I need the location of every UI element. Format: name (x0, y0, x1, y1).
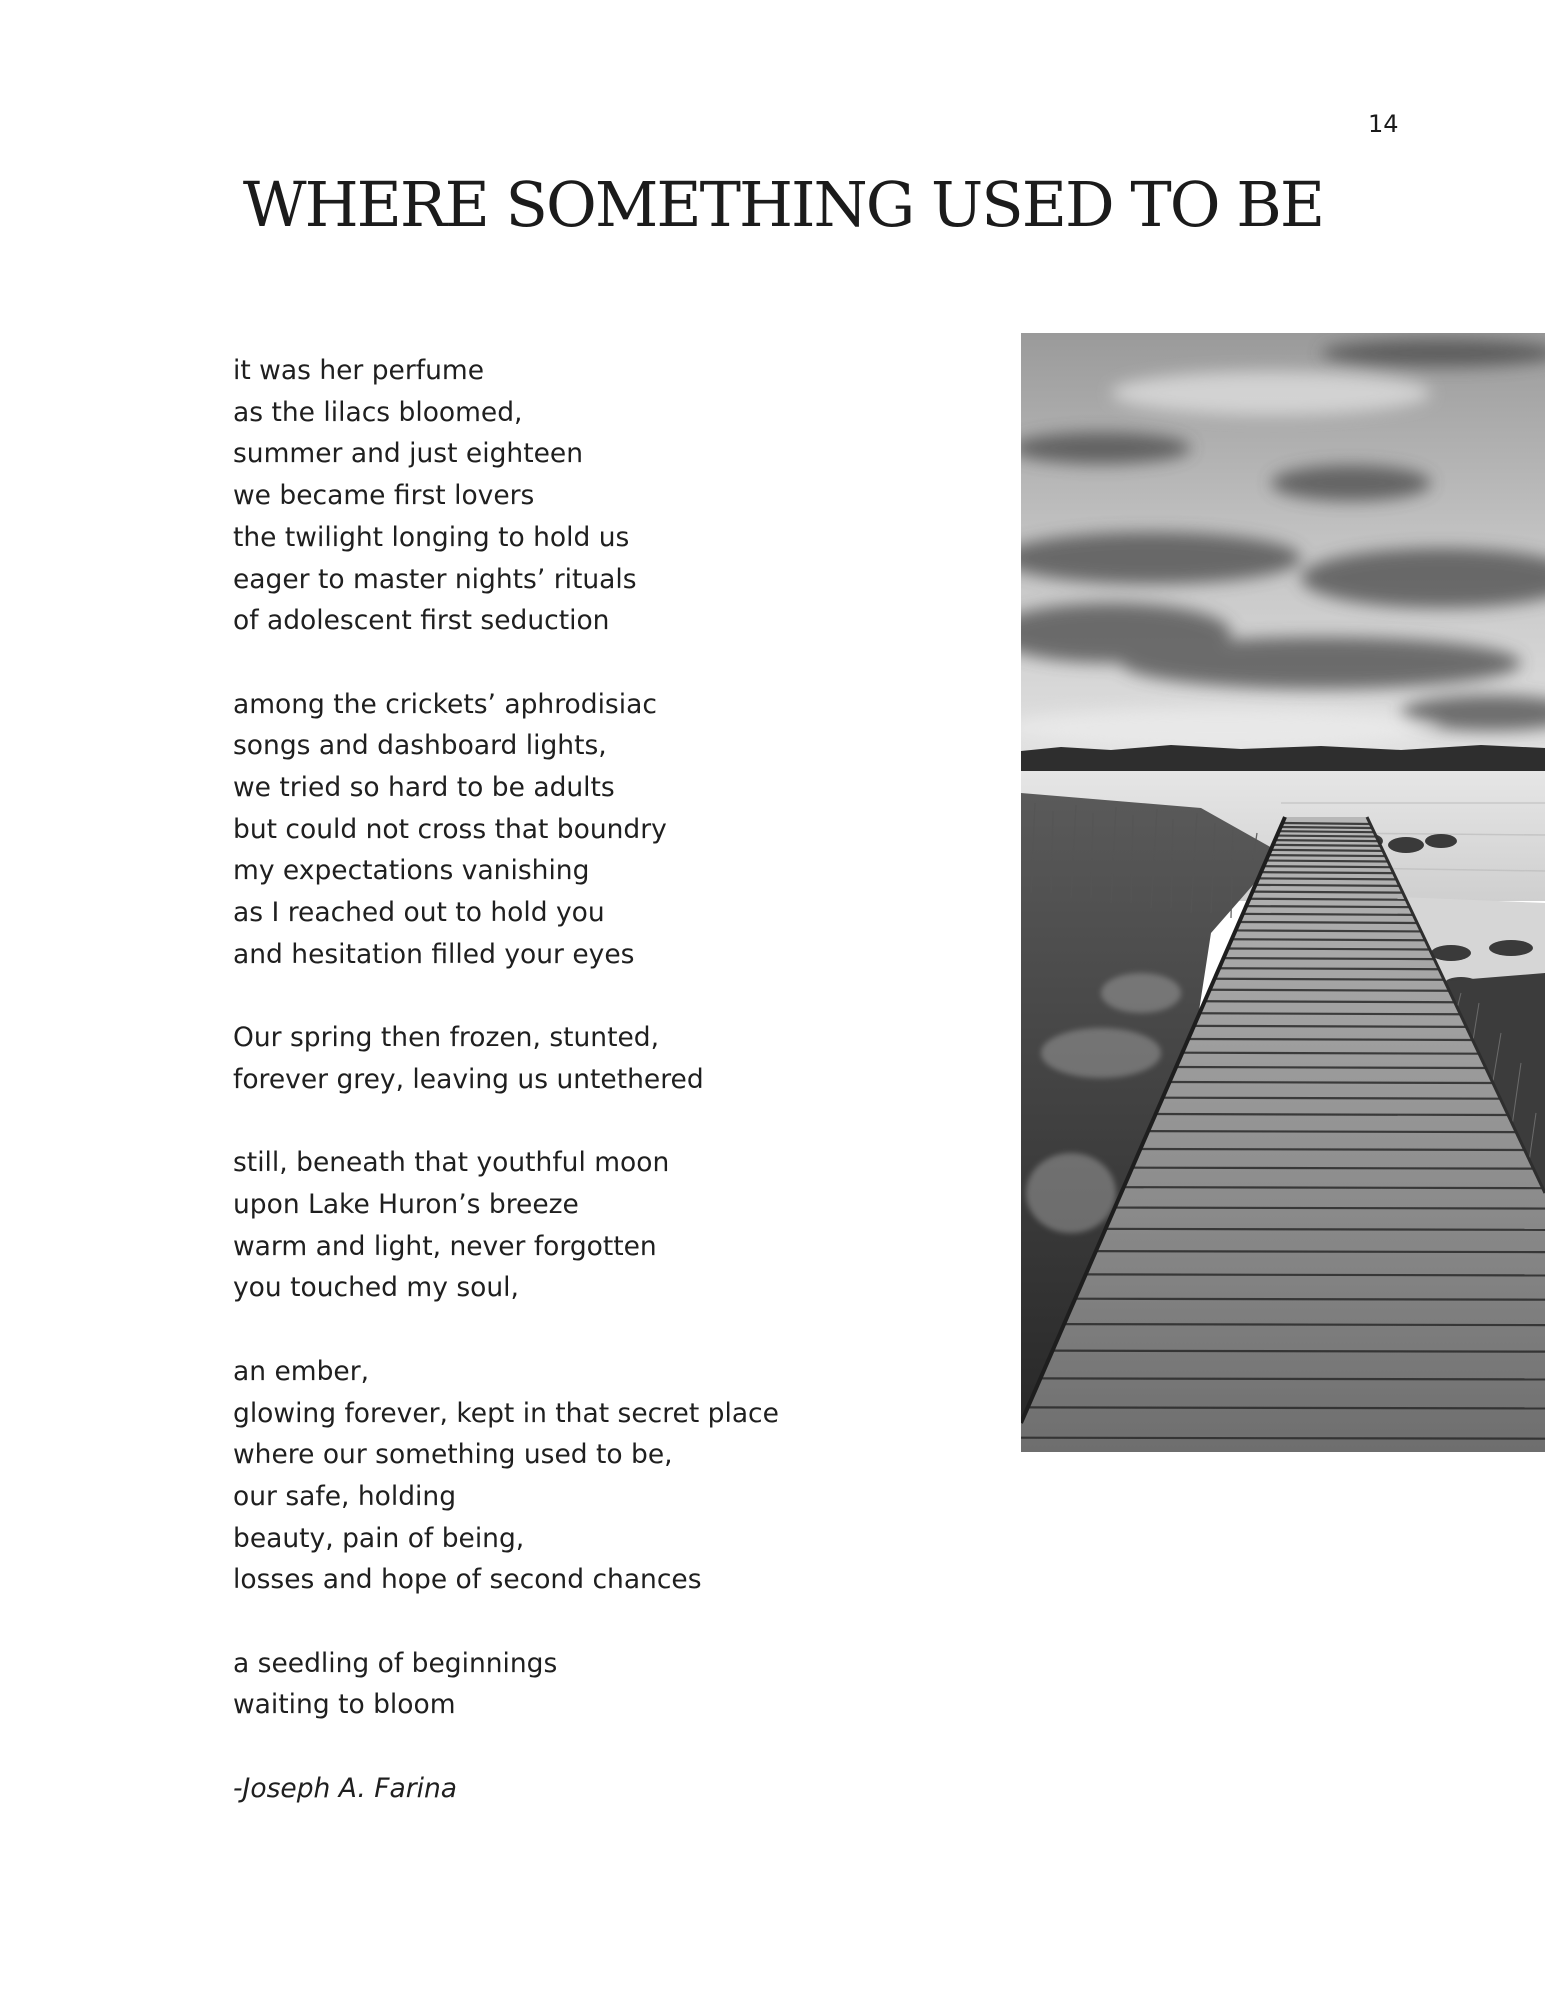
poem-line: beauty, pain of being, (233, 1522, 525, 1554)
boardwalk-plank-line (1096, 1251, 1545, 1252)
poem-line: as I reached out to hold you (233, 897, 605, 929)
boardwalk-plank-line (1273, 845, 1380, 846)
boardwalk-plank-line (1236, 930, 1421, 931)
poem-line: it was her perfume (233, 355, 484, 386)
boardwalk-plank-line (1205, 1001, 1455, 1002)
boardwalk-plank-line (1281, 827, 1372, 828)
poem-line: upon Lake Huron’s breeze (233, 1189, 579, 1221)
poem-stanza (233, 684, 993, 976)
boardwalk-plank-line (1148, 1131, 1516, 1132)
page-number: 14 (1368, 110, 1399, 138)
poem-line: summer and just eighteen (233, 438, 583, 470)
poem-stanza (233, 1142, 993, 1309)
boardwalk-plank-line (1219, 968, 1438, 969)
boardwalk-plank-line (1064, 1324, 1545, 1325)
poem-line: we tried so hard to be adults (233, 772, 615, 804)
poem-stanza (233, 1017, 993, 1100)
boardwalk-plank-line (1106, 1229, 1545, 1230)
poem-body (233, 350, 993, 1810)
boardwalk-plank-line (1279, 831, 1374, 832)
boardwalk-plank-line (1249, 899, 1405, 900)
boardwalk-plank-line (1086, 1274, 1545, 1275)
poem-line: among the crickets’ aphrodisiac (233, 688, 657, 720)
poem-line: glowing forever, kept in that secret place (233, 1397, 779, 1429)
boardwalk-plank-line (1053, 1351, 1545, 1352)
poem-line: Our spring then frozen, stunted, (233, 1022, 660, 1054)
boardwalk-plank-line (1132, 1168, 1533, 1169)
boardwalk-plank-line (1252, 892, 1402, 893)
boardwalk-plank-line (1021, 1438, 1545, 1439)
poem-line: you touched my soul, (233, 1272, 519, 1304)
poem-line: where our something used to be, (233, 1439, 673, 1471)
boardwalk-plank-line (1228, 948, 1430, 949)
boardwalk-plank-line (1215, 979, 1444, 980)
poem-line: waiting to bloom (233, 1689, 456, 1721)
poem-line: my expectations vanishing (233, 855, 590, 887)
poem-stanza (233, 350, 993, 642)
boardwalk-plank-line (1271, 850, 1383, 851)
boardwalk-plank-line (1210, 990, 1449, 991)
poem-line: an ember, (233, 1355, 370, 1387)
poem-line: of adolescent first seduction (233, 605, 610, 637)
boardwalk-plank-line (1156, 1114, 1508, 1115)
poem-line: eager to master nights’ rituals (233, 563, 637, 595)
boardwalk-plank-line (1163, 1098, 1500, 1099)
boardwalk-plank-line (1124, 1187, 1542, 1188)
boardwalk-plank-line (1140, 1149, 1524, 1150)
boardwalk-plank-line (1194, 1026, 1466, 1027)
poem-line: songs and dashboard lights, (233, 730, 607, 762)
poem-line: losses and hope of second chances (233, 1564, 702, 1596)
boardwalk-plank-line (1277, 836, 1376, 837)
boardwalk-plank-line (1264, 866, 1391, 867)
poem-line: warm and light, never forgotten (233, 1230, 657, 1262)
boardwalk-plank-line (1246, 906, 1409, 907)
poem-line: the twilight longing to hold us (233, 521, 630, 553)
poem-title: WHERE SOMETHING USED TO BE (242, 168, 1324, 241)
poem-stanza (233, 1351, 993, 1601)
boardwalk-plank-line (1282, 823, 1369, 824)
boardwalk-lake-photo (1021, 333, 1545, 1452)
boardwalk-plank-line (1258, 878, 1396, 879)
boardwalk-plank-line (1268, 855, 1385, 856)
boardwalk-photo-graphic (1021, 333, 1545, 1452)
boardwalk-plank-line (1255, 885, 1399, 886)
poem-line: as the lilacs bloomed, (233, 396, 523, 428)
boardwalk-plank-line (1239, 922, 1416, 923)
boardwalk-plank-line (1188, 1039, 1472, 1040)
boardwalk-plank-line (1176, 1067, 1485, 1068)
poem-line: still, beneath that youthful moon (233, 1147, 670, 1179)
boardwalk-plank-line (1040, 1378, 1545, 1379)
boardwalk-plank-line (1170, 1082, 1493, 1083)
boardwalk-plank-line (1199, 1013, 1459, 1014)
poem-line: forever grey, leaving us untethered (233, 1063, 704, 1095)
poem-line: we became first lovers (233, 480, 535, 512)
poem-line: but could not cross that boundry (233, 813, 667, 845)
poem-line: and hesitation filled your eyes (233, 938, 635, 970)
poem-stanza (233, 1643, 993, 1726)
boardwalk-plank-line (1028, 1407, 1545, 1408)
poem-line: our safe, holding (233, 1480, 457, 1512)
poem-author: -Joseph A. Farina (233, 1772, 457, 1804)
poem-line: a seedling of beginnings (233, 1647, 558, 1679)
boardwalk-plank-line (1261, 872, 1393, 873)
boardwalk-plank-line (1232, 939, 1425, 940)
boardwalk-plank-line (1182, 1053, 1478, 1054)
boardwalk-plank-line (1075, 1299, 1545, 1300)
boardwalk-plank-line (1224, 958, 1434, 959)
boardwalk-plank-line (1115, 1208, 1545, 1209)
boardwalk-plank-line (1243, 914, 1413, 915)
boardwalk-plank-line (1275, 840, 1378, 841)
boardwalk-plank-line (1266, 861, 1388, 862)
